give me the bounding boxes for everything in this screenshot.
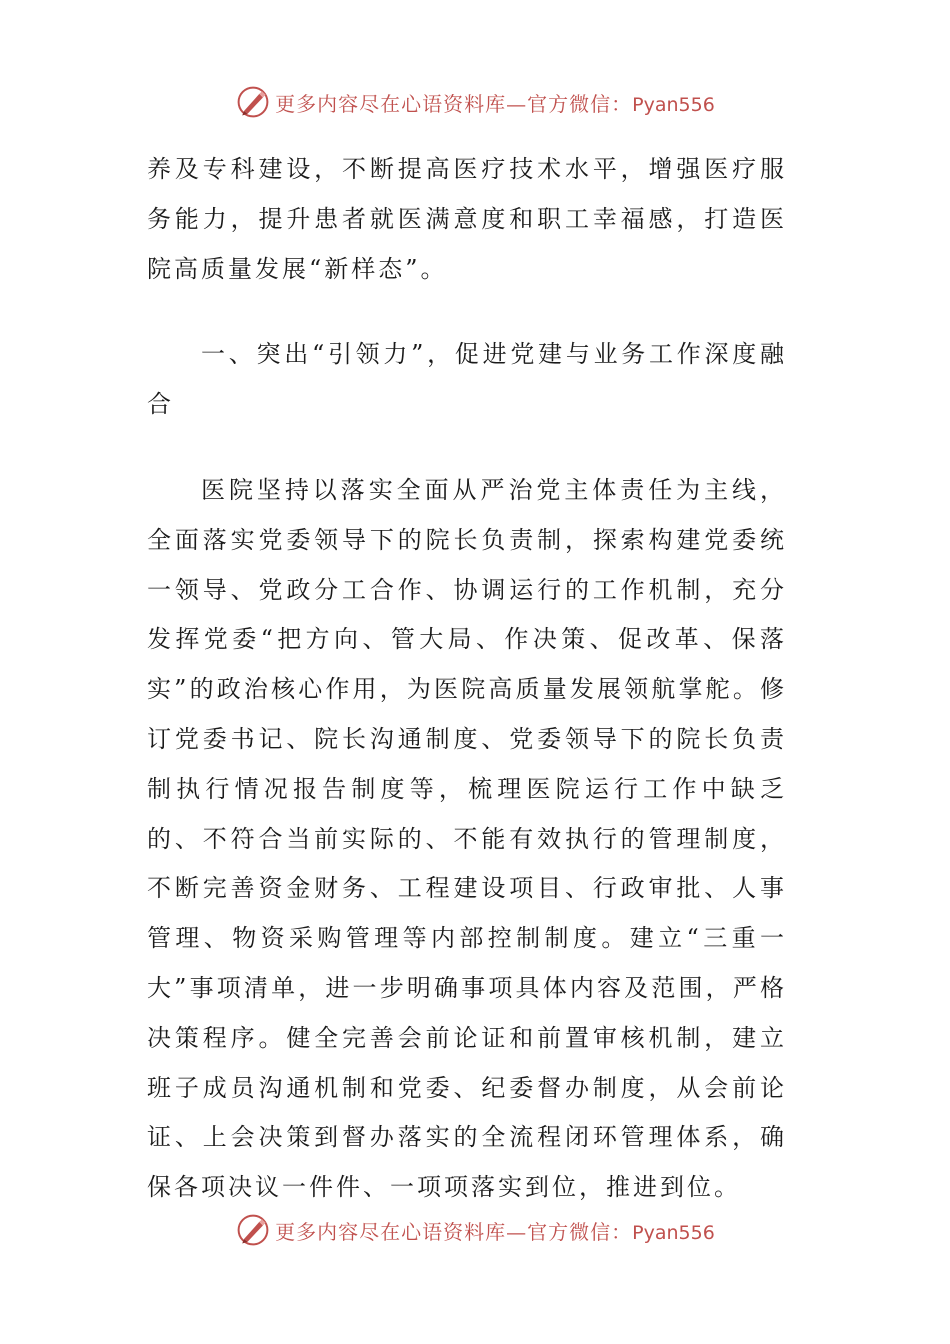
banner-slogan: 更多内容尽在心语资料库—官方微信： bbox=[275, 1219, 633, 1244]
document-body bbox=[147, 145, 787, 1213]
section-heading: 一、突出“引领力”，促进党建与业务工作深度融合 bbox=[147, 340, 787, 419]
paragraph-intro-continued: 养及专科建设，不断提高医疗技术水平，增强医疗服务能力，提升患者就医满意度和职工幸福感，打造医院高质量发展“新样态”。 bbox=[147, 155, 787, 283]
pen-nib-logo-icon bbox=[235, 84, 271, 120]
header-watermark-banner bbox=[0, 82, 950, 122]
banner-wechat-id: Pyan556 bbox=[632, 1221, 715, 1244]
banner-wechat-id: Pyan556 bbox=[632, 93, 715, 116]
paragraph-section-body: 医院坚持以落实全面从严治党主体责任为主线，全面落实党委领导下的院长负责制，探索构建党委统一领导、党政分工合作、协调运行的工作机制，充分发挥党委“把方向、管大局、作决策、促改革、保落实”的政治核心作用，为医院高质量发展领航掌舵。修订党委书记、院长沟通制度、党委领导下的院长负责制执行情况报告制度等，梳理医院运行工作中缺乏的、不符合当前实际的、不能有效执行的管理制度，不断完善资金财务、工程建设项目、行政审批、人事管理、物资采购管理等内部控制制度。建立“三重一大”事项清单，进一步明确事项具体内容及范围，严格决策程序。健全完善会前论证和前置审核机制，建立班子成员沟通机制和党委、纪委督办制度，从会前论证、上会决策到督办落实的全流程闭环管理体系，确保各项决议一件件、一项项落实到位，推进到位。 bbox=[147, 475, 787, 1202]
footer-watermark-banner bbox=[0, 1210, 950, 1250]
pen-nib-logo-icon bbox=[235, 1212, 271, 1248]
banner-text bbox=[275, 1216, 715, 1245]
banner-slogan: 更多内容尽在心语资料库—官方微信： bbox=[275, 91, 633, 116]
banner-text bbox=[275, 88, 715, 117]
